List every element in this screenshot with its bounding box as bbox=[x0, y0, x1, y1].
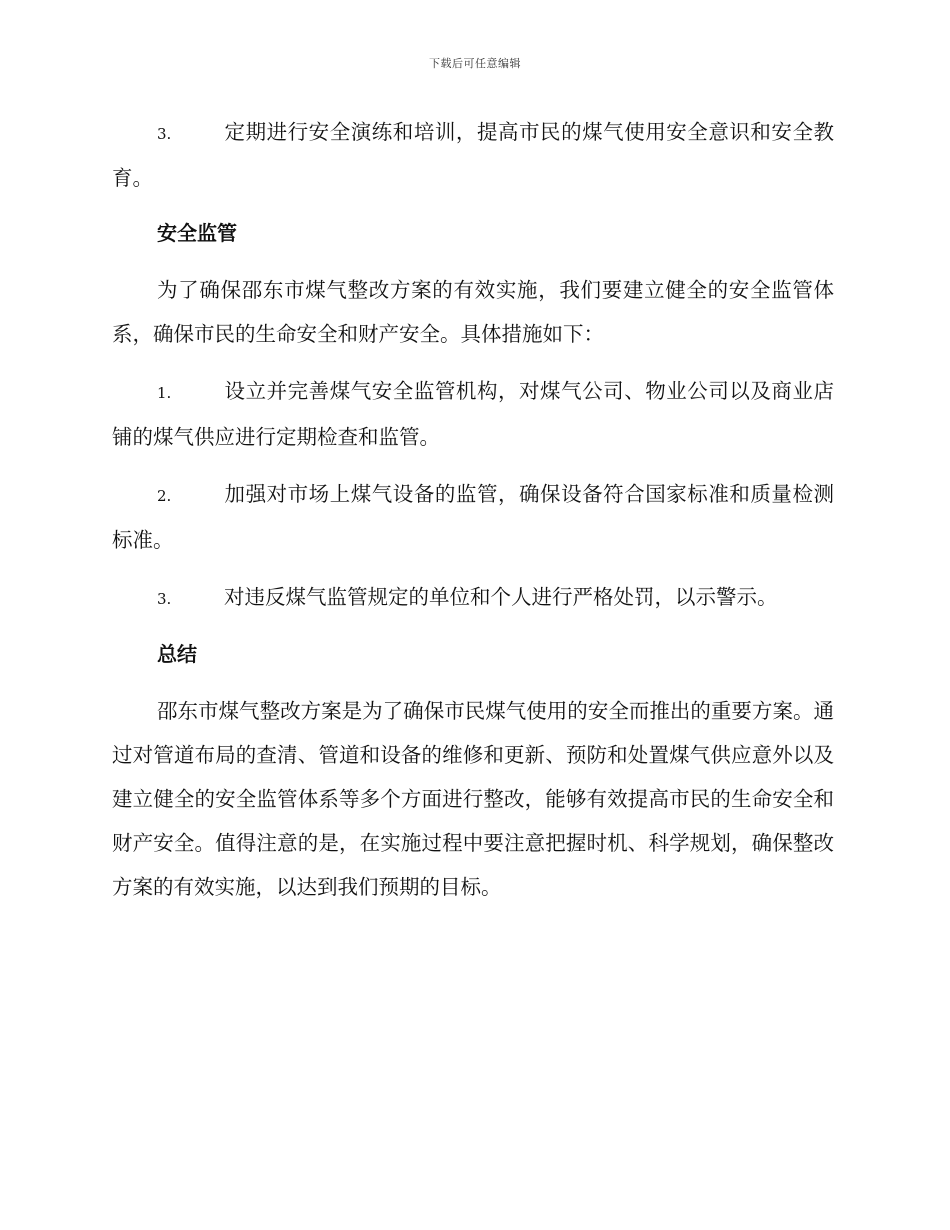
list-text: 设立并完善煤气安全监管机构，对煤气公司、物业公司以及商业店铺的煤气供应进行定期检查和监管。 bbox=[112, 379, 834, 449]
list-item-agency bbox=[112, 369, 834, 459]
list-item-penalty bbox=[112, 575, 834, 621]
list-item-equipment bbox=[112, 472, 834, 562]
list-number: 3. bbox=[157, 125, 172, 143]
list-text: 对违反煤气监管规定的单位和个人进行严格处罚，以示警示。 bbox=[224, 585, 778, 609]
list-text: 定期进行安全演练和培训，提高市民的煤气使用安全意识和安全教育。 bbox=[112, 120, 834, 190]
paragraph-summary: 邵东市煤气整改方案是为了确保市民煤气使用的安全而推出的重要方案。通过对管道布局的查清、管道和设备的维修和更新、预防和处置煤气供应意外以及建立健全的安全监管体系等多个方面进行整改，能够有效提高市民的生命安全和财产安全。值得注意的是，在实施过程中要注意把握时机、科学规划，确保整改方案的有效实施，以达到我们预期的目标。 bbox=[112, 699, 834, 899]
list-text: 加强对市场上煤气设备的监管，确保设备符合国家标准和质量检测标准。 bbox=[112, 482, 834, 552]
section-heading-supervision: 安全监管 bbox=[157, 221, 237, 245]
list-number: 1. bbox=[157, 384, 172, 402]
list-number: 3. bbox=[157, 590, 172, 608]
page-header-note: 下载后可任意编辑 bbox=[429, 57, 521, 70]
document-body bbox=[112, 110, 834, 922]
list-item-training bbox=[112, 110, 834, 200]
section-heading-summary: 总结 bbox=[157, 642, 197, 666]
paragraph-supervision-intro: 为了确保邵东市煤气整改方案的有效实施，我们要建立健全的安全监管体系，确保市民的生命安全和财产安全。具体措施如下： bbox=[112, 278, 834, 346]
list-number: 2. bbox=[157, 487, 172, 505]
